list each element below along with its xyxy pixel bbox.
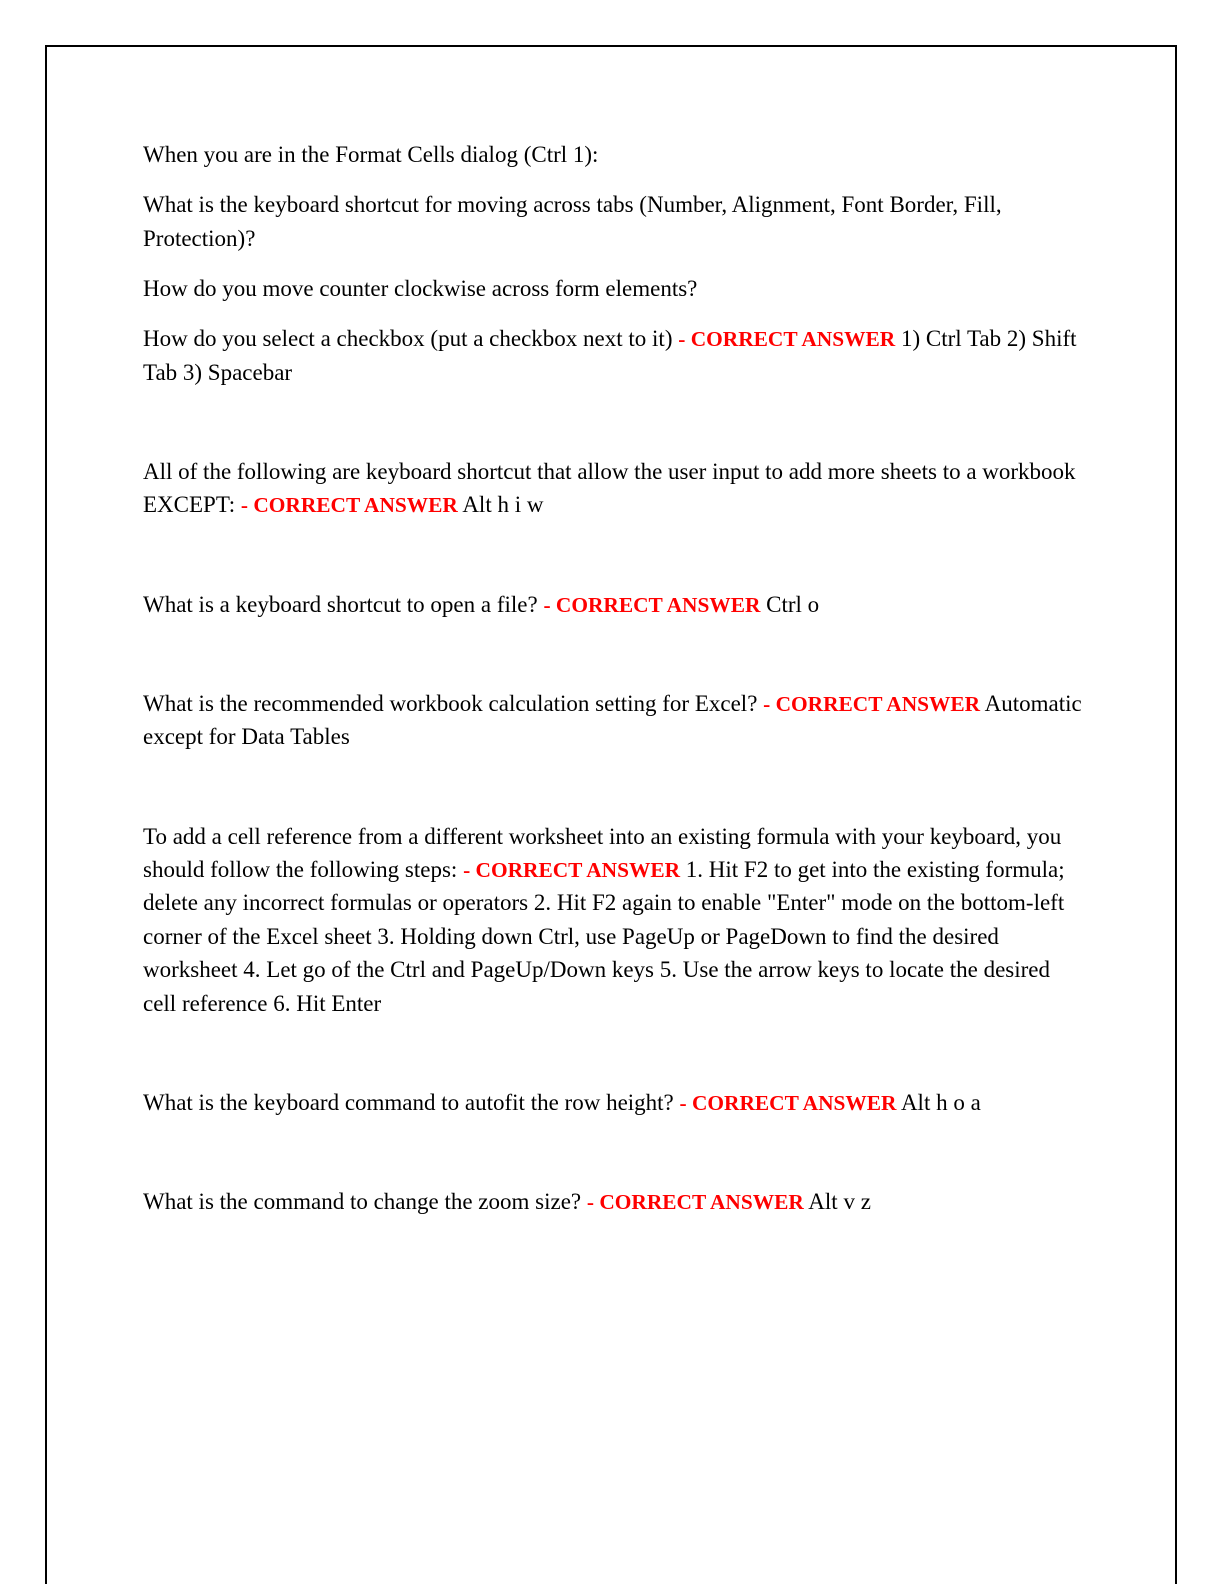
text-segment: What is the recommended workbook calculation setting for Excel?: [143, 691, 764, 717]
paragraph: [143, 687, 1088, 754]
paragraph: [143, 1185, 1088, 1218]
paragraph: [143, 272, 1088, 305]
paragraph: [143, 820, 1088, 1020]
text-segment: 1) Ctrl Tab 2) Shift Tab 3) Spacebar: [143, 326, 1077, 385]
paragraph: [143, 455, 1088, 522]
correct-answer-marker: - CORRECT ANSWER: [240, 493, 458, 518]
text-segment: Alt h i w: [457, 492, 544, 518]
text-segment: All of the following are keyboard shortcut that allow the user input to add more sheets to a workbook EXCEPT:: [143, 459, 1076, 518]
text-segment: Alt h o a: [896, 1089, 981, 1115]
text-segment: When you are in the Format Cells dialog (Ctrl 1):: [143, 142, 599, 167]
paragraph: [143, 322, 1088, 389]
paragraph: [143, 188, 1088, 255]
text-segment: Alt v z: [803, 1189, 871, 1215]
text-segment: To add a cell reference from a different worksheet into an existing formula with your keyboard, you should follow the following steps:: [143, 823, 1062, 883]
text-segment: 1. Hit F2 to get into the existing formula; delete any incorrect formulas or operators 2. Hit F2 again to enable "Enter" mode on the bottom-left corner of the Excel sheet 3. Holding down Ctrl, use PageUp or PageDown to find the desired worksheet 4. Let go of the Ctrl and PageUp/Down keys 5. Use the arrow keys to locate the desired cell reference 6. Hit Enter: [143, 857, 1065, 1016]
text-segment: How do you move counter clockwise across form elements?: [143, 276, 698, 302]
paragraph: [143, 138, 1088, 171]
correct-answer-marker: - CORRECT ANSWER: [763, 692, 981, 717]
correct-answer-marker: - CORRECT ANSWER: [463, 858, 681, 883]
text-segment: What is the keyboard shortcut for moving across tabs (Number, Alignment, Font Border, Fill, Protection)?: [143, 192, 1002, 251]
paragraph: [143, 1086, 1088, 1119]
text-segment: How do you select a checkbox (put a checkbox next to it): [143, 326, 679, 352]
text-segment: What is a keyboard shortcut to open a file?: [143, 591, 544, 617]
text-segment: Automatic except for Data Tables: [143, 691, 1082, 750]
correct-answer-marker: - CORRECT ANSWER: [543, 592, 761, 617]
correct-answer-marker: - CORRECT ANSWER: [586, 1190, 804, 1215]
correct-answer-marker: - CORRECT ANSWER: [678, 327, 896, 352]
paragraph: [143, 588, 1088, 621]
text-segment: Ctrl o: [760, 591, 820, 617]
correct-answer-marker: - CORRECT ANSWER: [679, 1090, 897, 1115]
text-segment: What is the command to change the zoom size?: [143, 1189, 587, 1215]
document-content: [143, 138, 1088, 1236]
text-segment: What is the keyboard command to autofit the row height?: [143, 1089, 680, 1115]
